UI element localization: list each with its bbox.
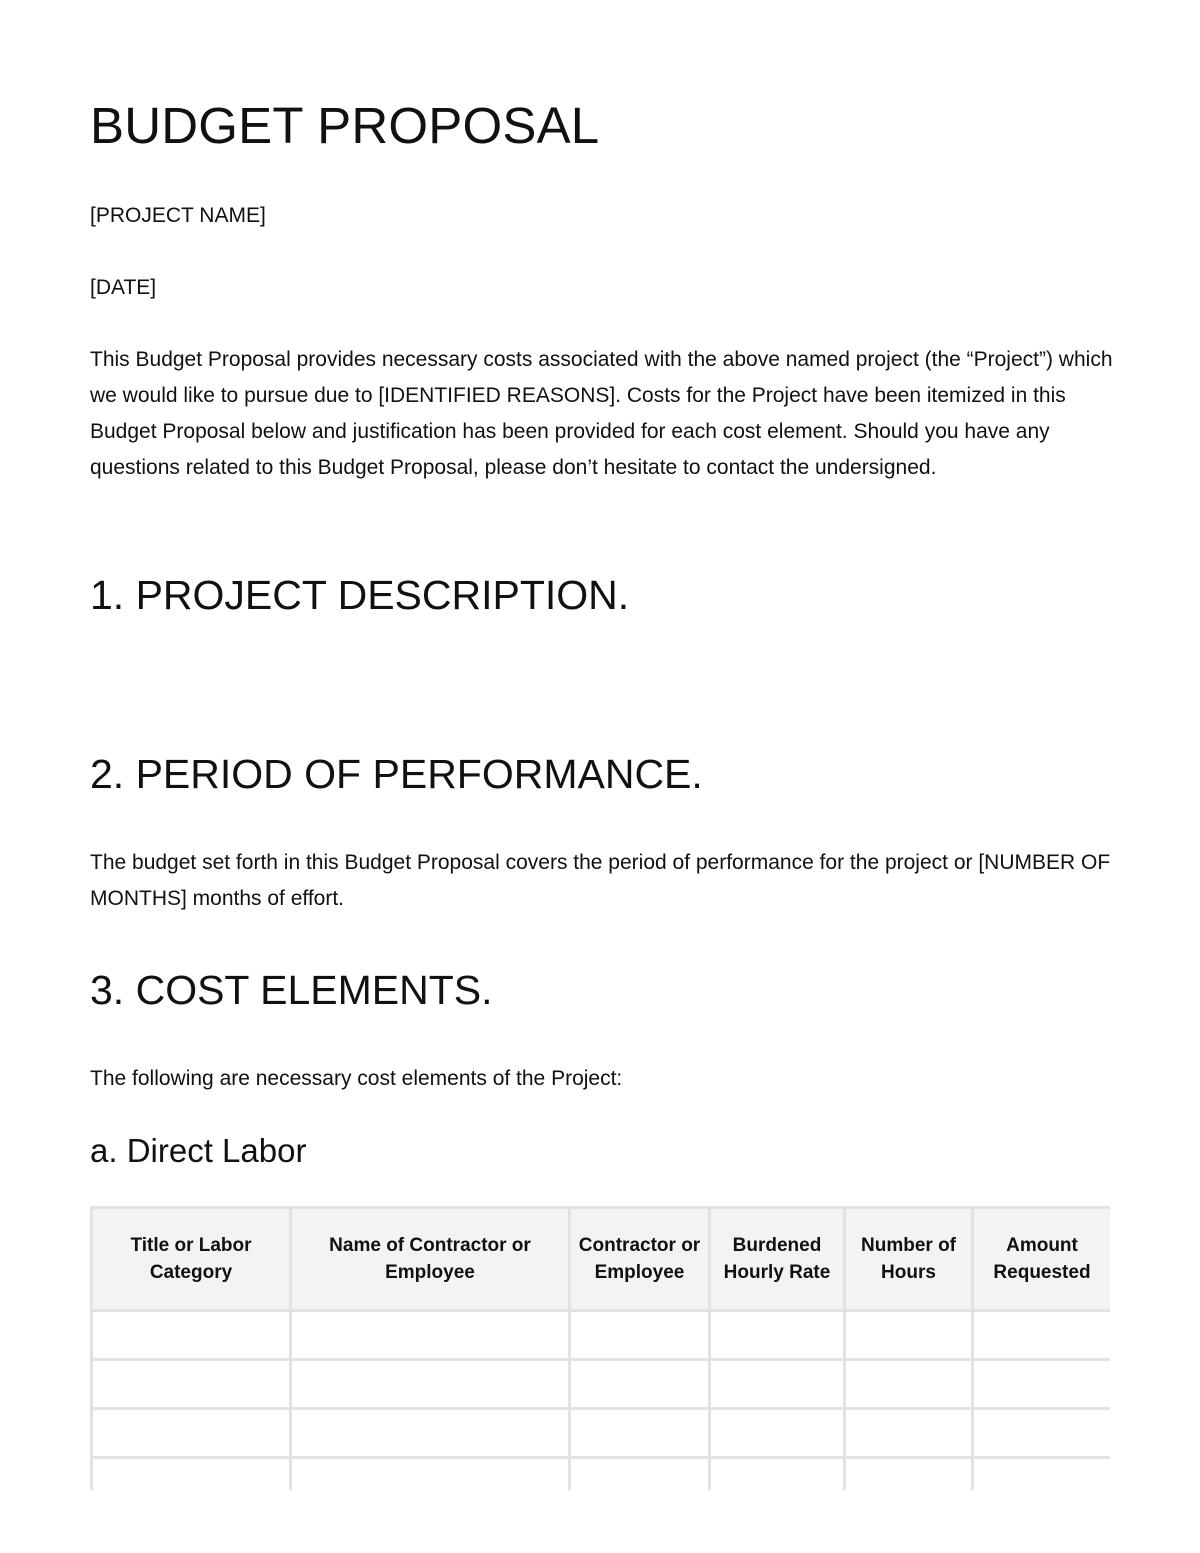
table-cell[interactable] xyxy=(92,1409,291,1458)
column-header-name: Name of Contractor or Employee xyxy=(291,1208,570,1311)
table-cell[interactable] xyxy=(291,1458,570,1491)
table-cell[interactable] xyxy=(710,1311,845,1360)
column-header-title: Title or Labor Category xyxy=(92,1208,291,1311)
table-cell[interactable] xyxy=(570,1458,710,1491)
table-row xyxy=(92,1458,1111,1491)
section-heading-project-description: 1. PROJECT DESCRIPTION. xyxy=(90,572,630,618)
table-header-row xyxy=(92,1208,1111,1311)
date-placeholder: [DATE] xyxy=(90,276,157,299)
table-cell[interactable] xyxy=(92,1311,291,1360)
table-cell[interactable] xyxy=(570,1409,710,1458)
direct-labor-table-container xyxy=(90,1206,1110,1490)
table-cell[interactable] xyxy=(845,1360,973,1409)
table-cell[interactable] xyxy=(710,1458,845,1491)
table-cell[interactable] xyxy=(973,1458,1111,1491)
column-header-contractor-or-employee: Contractor or Employee xyxy=(570,1208,710,1311)
table-cell[interactable] xyxy=(973,1409,1111,1458)
document-title: BUDGET PROPOSAL xyxy=(90,97,600,154)
table-cell[interactable] xyxy=(710,1409,845,1458)
intro-paragraph: This Budget Proposal provides necessary costs associated with the above named project (the “Project”) which we would like to pursue due to [IDENTIFIED REASONS]. Costs for the Project have been itemized in this Budget Proposal below and justification has been provided for each cost element. Should you have any questions related to this Budget Proposal, please don’t hesitate to contact the undersigned. xyxy=(90,348,1113,479)
table-row xyxy=(92,1311,1111,1360)
table-cell[interactable] xyxy=(973,1311,1111,1360)
table-cell[interactable] xyxy=(291,1409,570,1458)
table-cell[interactable] xyxy=(845,1458,973,1491)
subheading-direct-labor: a. Direct Labor xyxy=(90,1132,307,1169)
column-header-amount: Amount Requested xyxy=(973,1208,1111,1311)
column-header-hourly-rate: Burdened Hourly Rate xyxy=(710,1208,845,1311)
section-heading-cost-elements: 3. COST ELEMENTS. xyxy=(90,967,493,1013)
direct-labor-table xyxy=(90,1206,1110,1490)
table-cell[interactable] xyxy=(92,1360,291,1409)
table-cell[interactable] xyxy=(710,1360,845,1409)
period-of-performance-paragraph: The budget set forth in this Budget Proposal covers the period of performance for the project or [NUMBER OF MONTHS] months of effort. xyxy=(90,851,1111,910)
cost-elements-intro: The following are necessary cost elements of the Project: xyxy=(90,1067,623,1090)
table-row xyxy=(92,1409,1111,1458)
table-row xyxy=(92,1360,1111,1409)
table-cell[interactable] xyxy=(291,1360,570,1409)
column-header-hours: Number of Hours xyxy=(845,1208,973,1311)
table-cell[interactable] xyxy=(845,1311,973,1360)
table-cell[interactable] xyxy=(570,1311,710,1360)
table-cell[interactable] xyxy=(92,1458,291,1491)
table-cell[interactable] xyxy=(570,1360,710,1409)
project-name-placeholder: [PROJECT NAME] xyxy=(90,204,266,227)
table-cell[interactable] xyxy=(973,1360,1111,1409)
section-heading-period-of-performance: 2. PERIOD OF PERFORMANCE. xyxy=(90,751,703,797)
table-cell[interactable] xyxy=(291,1311,570,1360)
table-cell[interactable] xyxy=(845,1409,973,1458)
